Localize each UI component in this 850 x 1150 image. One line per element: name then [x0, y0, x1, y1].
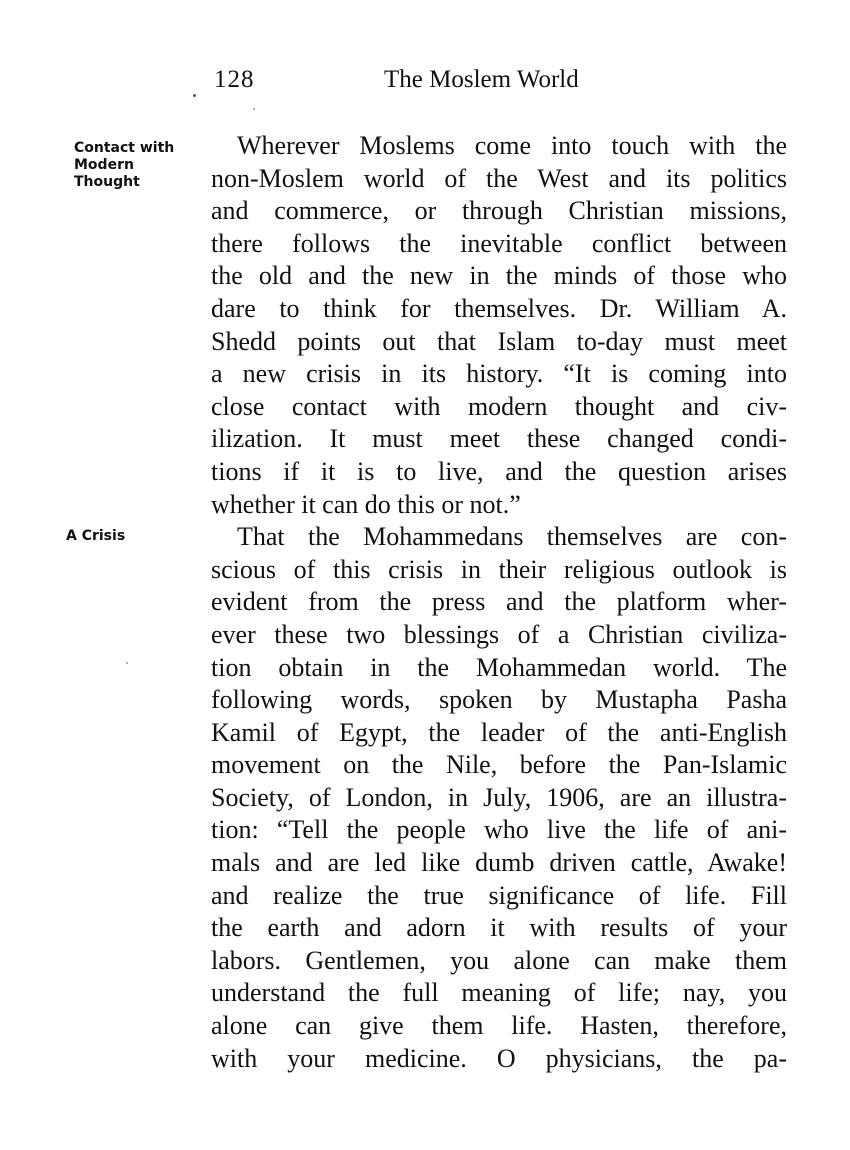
text-line: labors. Gentlemen, you alone can make them	[211, 945, 787, 975]
paragraph-2	[211, 521, 787, 1075]
page-header	[0, 66, 850, 100]
text-line: there follows the inevitable conflict between	[211, 228, 787, 258]
text-line: tion: “Tell the people who live the life of ani-	[211, 815, 787, 845]
text-line: a new crisis in its history. “It is coming into	[211, 359, 787, 389]
text-line: non-Moslem world of the West and its politics	[211, 163, 787, 193]
running-title: The Moslem World	[384, 66, 579, 93]
paragraph-1	[211, 130, 787, 521]
text-line: ilization. It must meet these changed condi-	[211, 424, 787, 454]
sidenote-line: Thought	[74, 174, 140, 190]
text-line: Kamil of Egypt, the leader of the anti-English	[211, 717, 787, 747]
text-line: tion obtain in the Mohammedan world. The	[211, 652, 787, 682]
sidenote-line: Modern	[74, 157, 134, 173]
header-dot	[193, 94, 196, 97]
text-line: following words, spoken by Mustapha Pasha	[211, 685, 787, 715]
text-line: movement on the Nile, before the Pan-Islamic	[211, 750, 787, 780]
sidenote-line: Contact with	[74, 140, 175, 156]
text-line: and commerce, or through Christian missions,	[211, 196, 787, 226]
text-line: understand the full meaning of life; nay, you	[211, 978, 787, 1008]
sidenote-line: A Crisis	[66, 528, 126, 544]
text-line: the earth and adorn it with results of your	[211, 913, 787, 943]
paper-speck	[126, 662, 128, 664]
text-line: dare to think for themselves. Dr. William A.	[211, 293, 787, 323]
text-line: close contact with modern thought and civ-	[211, 391, 787, 421]
text-line: Wherever Moslems come into touch with the	[237, 131, 787, 160]
text-line: evident from the press and the platform wher-	[211, 587, 787, 617]
text-line: the old and the new in the minds of those who	[211, 261, 787, 291]
text-line: ever these two blessings of a Christian civiliza-	[211, 619, 787, 649]
text-line: alone can give them life. Hasten, therefore,	[211, 1011, 787, 1041]
text-line: That the Mohammedans themselves are con-	[237, 522, 787, 552]
text-line: and realize the true significance of life. Fill	[211, 880, 787, 910]
text-line: Society, of London, in July, 1906, are an illustra-	[211, 782, 787, 812]
sidenote-a-crisis	[66, 528, 196, 545]
text-line: with your medicine. O physicians, the pa-	[211, 1043, 787, 1073]
text-line: scious of this crisis in their religious outlook is	[211, 554, 787, 584]
text-line: mals and are led like dumb driven cattle, Awake!	[211, 848, 787, 878]
text-line: whether it can do this or not.”	[211, 489, 521, 519]
paper-speck	[253, 108, 255, 110]
body-text	[211, 130, 787, 1075]
page-number: 128	[214, 66, 255, 93]
text-line: tions if it is to live, and the question arises	[211, 456, 787, 486]
sidenote-contact-with-modern-thought	[74, 140, 204, 191]
text-line: Shedd points out that Islam to-day must meet	[211, 326, 787, 356]
